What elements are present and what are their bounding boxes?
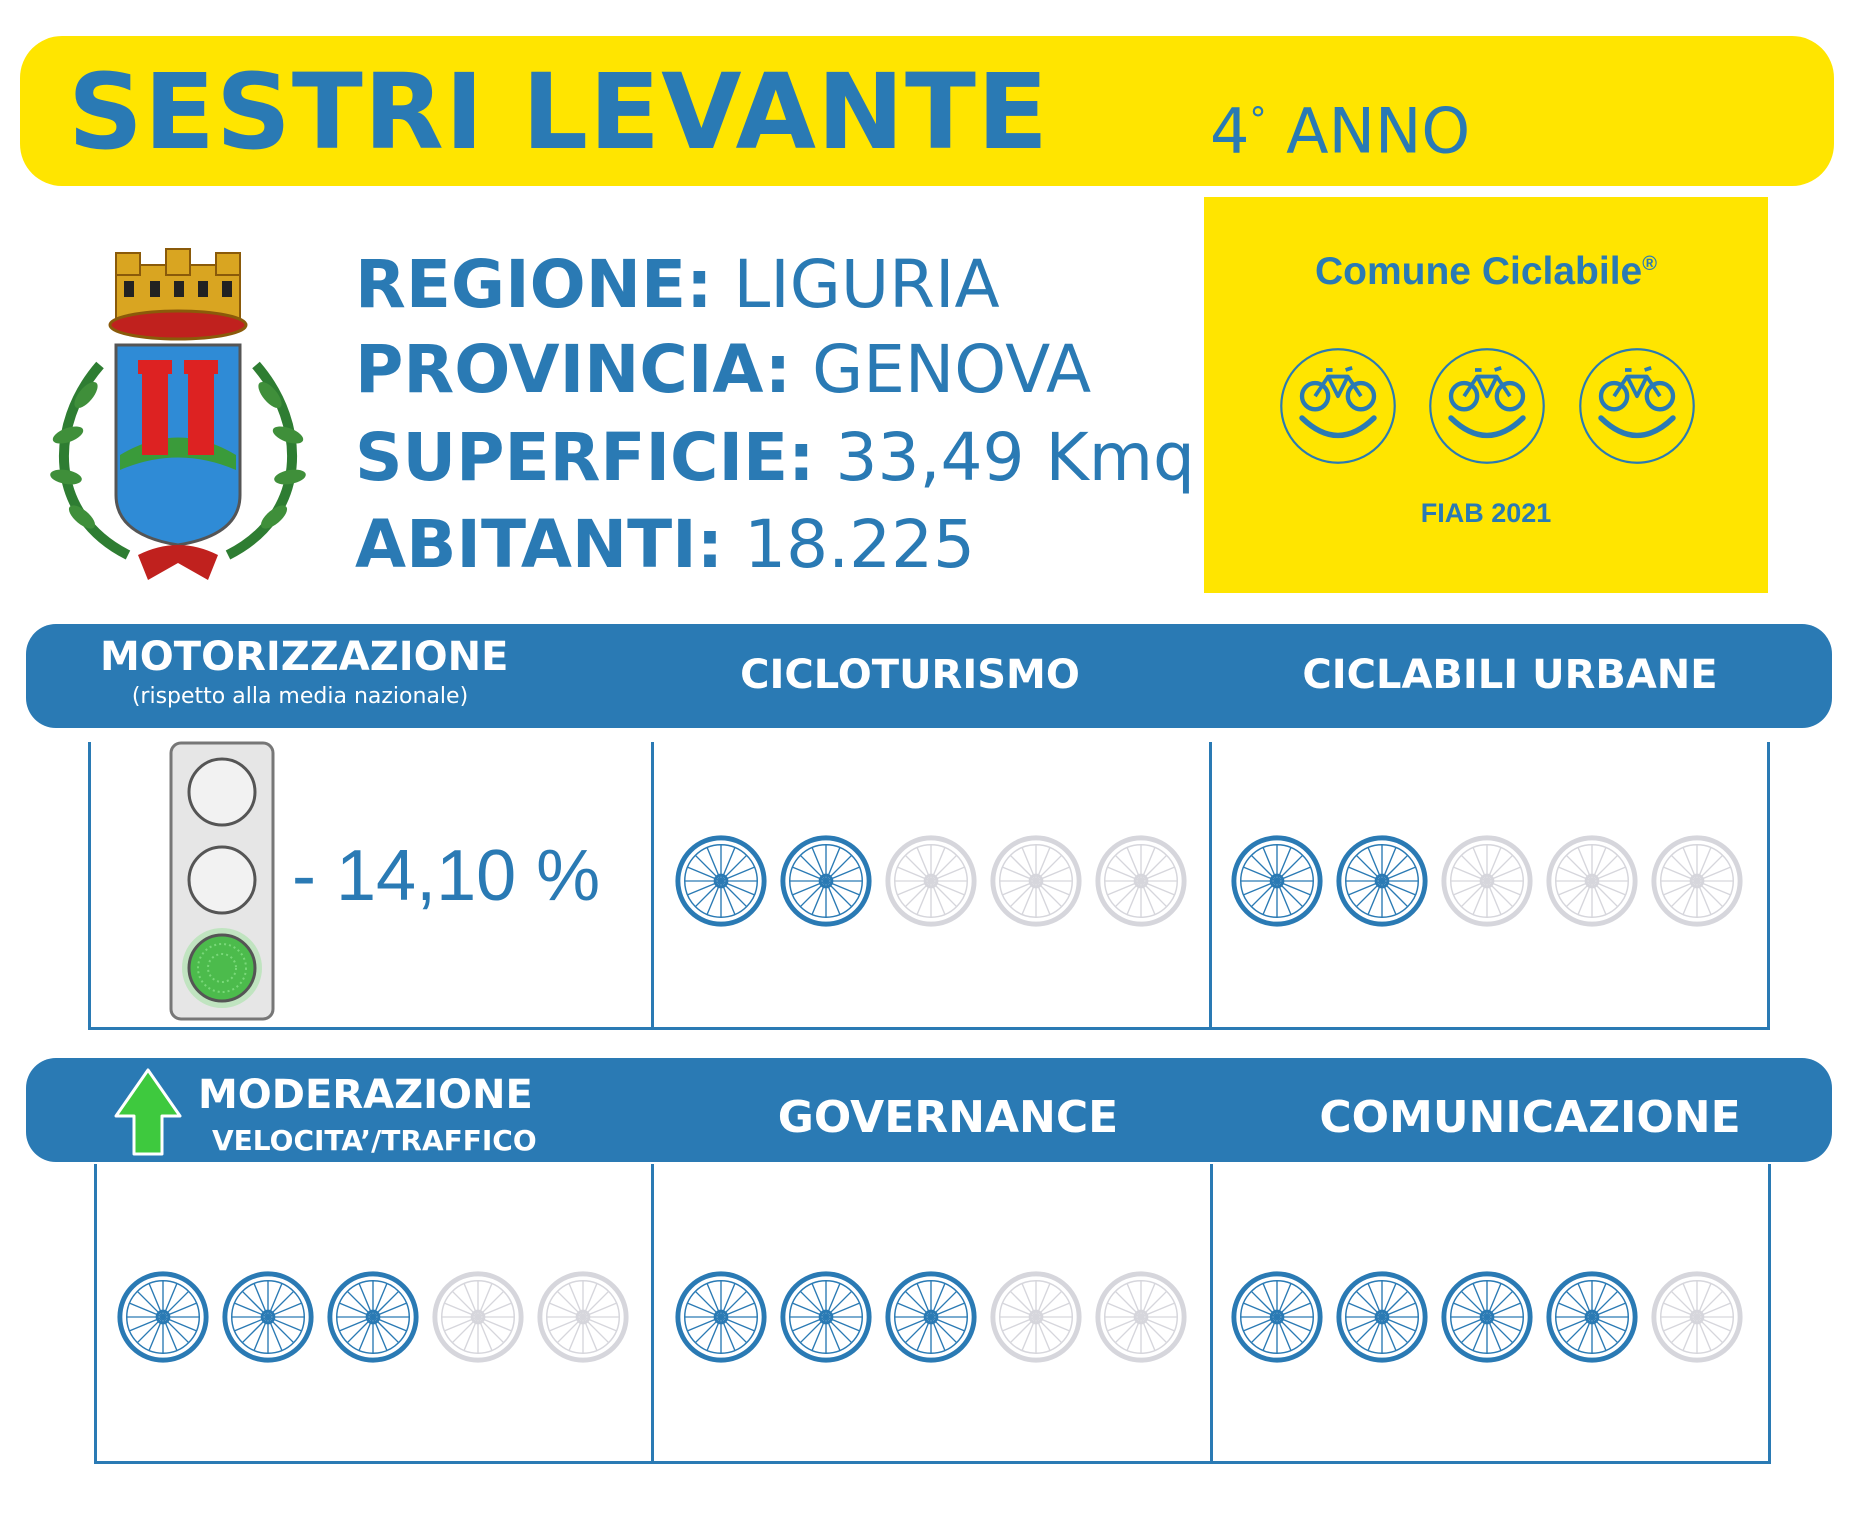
wheel-inactive-icon [1648, 1268, 1746, 1366]
ciclabili-urbane-rating [1228, 832, 1758, 932]
green-arrow-up-icon [112, 1066, 184, 1158]
comunicazione-title: COMUNICAZIONE [1319, 1092, 1741, 1143]
badge-year: FIAB 2021 [1420, 498, 1552, 528]
wheel-inactive-icon [534, 1268, 632, 1366]
moderazione-subtitle: VELOCITA’/TRAFFICO [212, 1124, 537, 1157]
ciclabili-urbane-title: CICLABILI URBANE [1302, 652, 1718, 698]
info-superficie [355, 418, 1195, 498]
moderazione-title: MODERAZIONE [198, 1072, 533, 1118]
grid-line [88, 1027, 1770, 1030]
motorizzazione-title: MOTORIZZAZIONE [100, 634, 509, 680]
wheel-inactive-icon [987, 832, 1085, 930]
grid-line [1210, 1164, 1213, 1464]
grid-line [651, 742, 654, 1030]
cicloturismo-title: CICLOTURISMO [740, 652, 1080, 698]
year-number: 4 [1210, 94, 1250, 168]
wheel-inactive-icon [1648, 832, 1746, 930]
abitanti-value: 18.225 [744, 506, 976, 583]
wheel-active-icon [114, 1268, 212, 1366]
regione-label: REGIONE: [355, 246, 713, 323]
motorizzazione-value: - 14,10 % [292, 836, 601, 916]
info-regione [355, 245, 1000, 325]
grid-line [651, 1164, 654, 1464]
wheel-active-icon [1543, 1268, 1641, 1366]
bike-smiley-icon [1278, 346, 1398, 466]
wheel-active-icon [219, 1268, 317, 1366]
regione-value: LIGURIA [733, 246, 1000, 323]
badge-title-text: Comune Ciclabile [1315, 250, 1643, 293]
wheel-inactive-icon [1543, 832, 1641, 930]
year-word: ANNO [1286, 94, 1471, 168]
year-label [1210, 80, 1470, 172]
motorizzazione-subtitle: (rispetto alla media nazionale) [131, 684, 469, 709]
wheel-active-icon [1438, 1268, 1536, 1366]
info-provincia [355, 330, 1091, 410]
abitanti-label: ABITANTI: [355, 506, 724, 583]
wheel-active-icon [1333, 1268, 1431, 1366]
bike-smiley-icon [1577, 346, 1697, 466]
wheel-inactive-icon [987, 1268, 1085, 1366]
provincia-value: GENOVA [812, 331, 1092, 408]
wheel-inactive-icon [429, 1268, 527, 1366]
grid-line [94, 1164, 97, 1464]
grid-line [1209, 742, 1212, 1030]
wheel-active-icon [777, 1268, 875, 1366]
wheel-active-icon [1228, 832, 1326, 930]
governance-title: GOVERNANCE [777, 1092, 1119, 1143]
registered-mark: ® [1642, 253, 1657, 275]
info-abitanti [355, 505, 975, 585]
grid-line [94, 1461, 1771, 1464]
wheel-active-icon [672, 832, 770, 930]
badge-title [1204, 250, 1768, 294]
governance-rating [672, 1268, 1202, 1368]
grid-line [88, 742, 91, 1030]
wheel-active-icon [672, 1268, 770, 1366]
superficie-label: SUPERFICIE: [355, 419, 815, 496]
wheel-inactive-icon [1438, 832, 1536, 930]
bike-smiley-icon [1427, 346, 1547, 466]
wheel-inactive-icon [1092, 1268, 1190, 1366]
wheel-active-icon [882, 1268, 980, 1366]
cicloturismo-rating [672, 832, 1202, 932]
wheel-active-icon [777, 832, 875, 930]
wheel-active-icon [1333, 832, 1431, 930]
grid-line [1767, 742, 1770, 1030]
wheel-active-icon [324, 1268, 422, 1366]
moderazione-rating [114, 1268, 644, 1368]
city-title: SESTRI LEVANTE [68, 51, 1050, 173]
traffic-light-icon [168, 740, 276, 1022]
grid-line [1768, 1164, 1771, 1464]
superficie-value: 33,49 Kmq [835, 419, 1195, 496]
wheel-active-icon [1228, 1268, 1326, 1366]
coat-of-arms-icon [38, 245, 318, 595]
provincia-label: PROVINCIA: [355, 331, 792, 408]
wheel-inactive-icon [1092, 832, 1190, 930]
comunicazione-rating [1228, 1268, 1758, 1368]
wheel-inactive-icon [882, 832, 980, 930]
year-degree: ° [1249, 100, 1267, 140]
